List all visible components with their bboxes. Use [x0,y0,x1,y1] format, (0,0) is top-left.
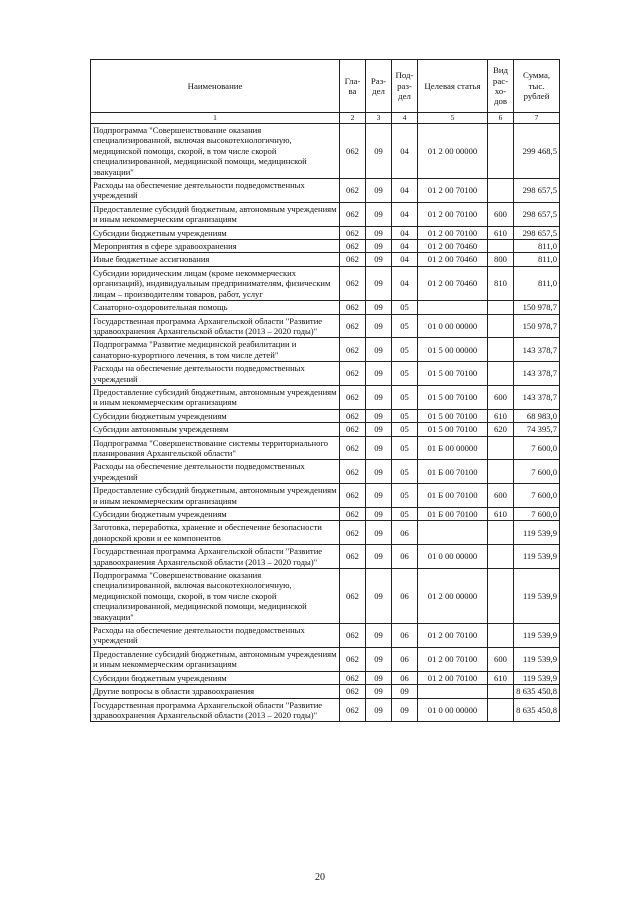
row-sum: 298 657,5 [514,179,560,203]
table-row [91,508,560,521]
row-razdel: 09 [366,671,392,684]
table-row [91,521,560,545]
row-razdel: 09 [366,338,392,362]
row-glava: 062 [340,569,366,624]
row-podrazdel: 04 [392,266,418,300]
row-glava: 062 [340,685,366,698]
row-podrazdel: 04 [392,226,418,239]
row-podrazdel: 04 [392,240,418,253]
row-expense-type [488,569,514,624]
row-razdel: 09 [366,423,392,436]
row-sum: 7 600,0 [514,508,560,521]
table-header-row [91,60,560,113]
table-row [91,301,560,314]
row-sum: 7 600,0 [514,460,560,484]
row-name: Подпрограмма "Совершенствование оказания специализированной, включая высокотехнологичную, медицинской помощи, скорой, в том числе скорой специализированной, медицинской помощи, медицинской эвакуации" [91,124,340,179]
row-target-article: 01 2 00 00000 [418,124,488,179]
column-number: 2 [340,113,366,124]
row-podrazdel: 06 [392,647,418,671]
row-target-article: 01 Б 00 70100 [418,460,488,484]
table-row [91,385,560,409]
header-razdel: Раз-дел [366,60,392,113]
row-sum: 150 978,7 [514,314,560,338]
table-row [91,484,560,508]
table-body [91,124,560,722]
row-expense-type [488,314,514,338]
row-razdel: 09 [366,385,392,409]
row-name: Субсидии юридическим лицам (кроме некоммерческих организаций), индивидуальным предпринимателям, физическим лицам – производителям товаров, работ, услуг [91,266,340,300]
row-expense-type [488,240,514,253]
row-sum: 299 468,5 [514,124,560,179]
row-expense-type [488,624,514,648]
row-podrazdel: 05 [392,301,418,314]
row-target-article: 01 Б 00 70100 [418,484,488,508]
table-row [91,569,560,624]
row-target-article: 01 5 00 70100 [418,423,488,436]
header-podrazdel: Под-раз-дел [392,60,418,113]
table-row [91,202,560,226]
row-target-article: 01 5 00 70100 [418,385,488,409]
row-glava: 062 [340,423,366,436]
row-sum: 298 657,5 [514,202,560,226]
row-razdel: 09 [366,362,392,386]
row-name: Расходы на обеспечение деятельности подведомственных учреждений [91,362,340,386]
row-podrazdel: 05 [392,314,418,338]
row-glava: 062 [340,179,366,203]
row-razdel: 09 [366,226,392,239]
row-razdel: 09 [366,698,392,722]
row-glava: 062 [340,647,366,671]
row-target-article [418,521,488,545]
row-target-article: 01 5 00 00000 [418,338,488,362]
row-expense-type [488,460,514,484]
row-sum: 298 657,5 [514,226,560,239]
row-glava: 062 [340,301,366,314]
row-sum: 7 600,0 [514,484,560,508]
row-name: Государственная программа Архангельской области "Развитие здравоохранения Архангельской области (2013 – 2020 годы)" [91,698,340,722]
row-target-article: 01 2 00 70100 [418,624,488,648]
row-target-article: 01 2 00 70460 [418,253,488,266]
row-expense-type: 810 [488,266,514,300]
row-name: Подпрограмма "Совершенствование системы территориального планирования Архангельской области" [91,436,340,460]
table-row [91,624,560,648]
row-name: Предоставление субсидий бюджетным, автономным учреждениям и иным некоммерческим организациям [91,484,340,508]
row-razdel: 09 [366,314,392,338]
row-expense-type [488,521,514,545]
row-glava: 062 [340,202,366,226]
table-row [91,671,560,684]
row-name: Расходы на обеспечение деятельности подведомственных учреждений [91,460,340,484]
row-razdel: 09 [366,624,392,648]
row-sum: 119 539,9 [514,545,560,569]
row-sum: 811,0 [514,240,560,253]
table-row [91,460,560,484]
row-glava: 062 [340,508,366,521]
table-row [91,338,560,362]
row-glava: 062 [340,624,366,648]
header-sum: Сумма, тыс. рублей [514,60,560,113]
row-name: Субсидии автономным учреждениям [91,423,340,436]
row-razdel: 09 [366,124,392,179]
row-name: Расходы на обеспечение деятельности подведомственных учреждений [91,624,340,648]
row-podrazdel: 05 [392,484,418,508]
row-name: Санаторно-оздоровительная помощь [91,301,340,314]
row-target-article: 01 2 00 70100 [418,671,488,684]
row-podrazdel: 05 [392,385,418,409]
row-razdel: 09 [366,569,392,624]
row-expense-type: 600 [488,484,514,508]
row-expense-type [488,436,514,460]
row-podrazdel: 05 [392,338,418,362]
row-sum: 143 378,7 [514,385,560,409]
table-row [91,436,560,460]
table-row [91,698,560,722]
row-sum: 119 539,9 [514,521,560,545]
table-row [91,240,560,253]
page-number: 20 [315,872,325,883]
row-expense-type [488,685,514,698]
row-target-article: 01 0 00 00000 [418,698,488,722]
table-row [91,545,560,569]
row-glava: 062 [340,484,366,508]
row-name: Государственная программа Архангельской области "Развитие здравоохранения Архангельской области (2013 – 2020 годы)" [91,545,340,569]
row-sum: 119 539,9 [514,569,560,624]
row-glava: 062 [340,314,366,338]
table-row [91,179,560,203]
row-sum: 811,0 [514,253,560,266]
row-name: Иные бюджетные ассигнования [91,253,340,266]
row-glava: 062 [340,521,366,545]
row-target-article: 01 2 00 70100 [418,179,488,203]
row-razdel: 09 [366,436,392,460]
table-row [91,362,560,386]
row-sum: 119 539,9 [514,624,560,648]
header-expense-type: Вид рас-хо-дов [488,60,514,113]
row-razdel: 09 [366,545,392,569]
row-target-article [418,685,488,698]
row-podrazdel: 05 [392,409,418,422]
row-podrazdel: 06 [392,624,418,648]
row-expense-type [488,301,514,314]
row-glava: 062 [340,698,366,722]
row-name: Подпрограмма "Развитие медицинской реабилитации и санаторно-курортного лечения, в том числе детей" [91,338,340,362]
row-razdel: 09 [366,508,392,521]
row-razdel: 09 [366,266,392,300]
row-glava: 062 [340,362,366,386]
column-number: 3 [366,113,392,124]
row-glava: 062 [340,460,366,484]
row-expense-type: 800 [488,253,514,266]
row-glava: 062 [340,226,366,239]
table-row [91,409,560,422]
row-razdel: 09 [366,647,392,671]
row-podrazdel: 09 [392,685,418,698]
row-target-article: 01 2 00 70100 [418,226,488,239]
row-name: Подпрограмма "Совершенствование оказания специализированной, включая высокотехнологичную, медицинской помощи, скорой, в том числе скорой специализированной, медицинской помощи, медицинской эвакуации" [91,569,340,624]
row-podrazdel: 05 [392,423,418,436]
table-row [91,266,560,300]
row-podrazdel: 06 [392,545,418,569]
row-target-article: 01 0 00 00000 [418,545,488,569]
row-sum: 74 395,7 [514,423,560,436]
row-expense-type [488,338,514,362]
row-expense-type: 600 [488,385,514,409]
row-name: Субсидии бюджетным учреждениям [91,508,340,521]
row-expense-type: 610 [488,671,514,684]
row-target-article: 01 2 00 70100 [418,647,488,671]
row-glava: 062 [340,240,366,253]
row-sum: 143 378,7 [514,338,560,362]
row-expense-type [488,124,514,179]
row-podrazdel: 05 [392,436,418,460]
row-glava: 062 [340,409,366,422]
column-number: 5 [418,113,488,124]
row-target-article: 01 2 00 70460 [418,240,488,253]
table-row [91,423,560,436]
row-name: Субсидии бюджетным учреждениям [91,409,340,422]
row-podrazdel: 05 [392,460,418,484]
row-name: Предоставление субсидий бюджетным, автономным учреждениям и иным некоммерческим организациям [91,647,340,671]
row-razdel: 09 [366,301,392,314]
row-sum: 119 539,9 [514,671,560,684]
row-target-article: 01 5 00 70100 [418,362,488,386]
row-sum: 68 983,0 [514,409,560,422]
row-sum: 143 378,7 [514,362,560,386]
row-target-article: 01 Б 00 00000 [418,436,488,460]
row-expense-type: 610 [488,409,514,422]
row-sum: 811,0 [514,266,560,300]
row-podrazdel: 06 [392,569,418,624]
row-target-article: 01 2 00 70460 [418,266,488,300]
row-sum: 150 978,7 [514,301,560,314]
row-glava: 062 [340,545,366,569]
row-expense-type: 610 [488,508,514,521]
row-expense-type: 620 [488,423,514,436]
header-target-article: Целевая статья [418,60,488,113]
row-podrazdel: 06 [392,521,418,545]
row-glava: 062 [340,253,366,266]
row-glava: 062 [340,436,366,460]
row-razdel: 09 [366,685,392,698]
row-expense-type [488,698,514,722]
row-expense-type [488,545,514,569]
row-expense-type: 600 [488,202,514,226]
row-sum: 119 539,9 [514,647,560,671]
row-target-article: 01 0 00 00000 [418,314,488,338]
header-name: Наименование [91,60,340,113]
table-row [91,124,560,179]
row-glava: 062 [340,266,366,300]
row-name: Расходы на обеспечение деятельности подведомственных учреждений [91,179,340,203]
row-target-article [418,301,488,314]
row-sum: 7 600,0 [514,436,560,460]
row-razdel: 09 [366,202,392,226]
row-name: Другие вопросы в области здравоохранения [91,685,340,698]
row-podrazdel: 06 [392,671,418,684]
column-number: 7 [514,113,560,124]
row-podrazdel: 05 [392,508,418,521]
row-target-article: 01 Б 00 70100 [418,508,488,521]
column-number: 1 [91,113,340,124]
row-razdel: 09 [366,253,392,266]
table-row [91,253,560,266]
row-target-article: 01 2 00 00000 [418,569,488,624]
column-number: 4 [392,113,418,124]
row-razdel: 09 [366,460,392,484]
table-row [91,226,560,239]
row-target-article: 01 2 00 70100 [418,202,488,226]
row-glava: 062 [340,124,366,179]
row-podrazdel: 04 [392,253,418,266]
row-expense-type [488,362,514,386]
row-name: Субсидии бюджетным учреждениям [91,671,340,684]
table-row [91,314,560,338]
table-row [91,647,560,671]
row-podrazdel: 04 [392,124,418,179]
row-glava: 062 [340,385,366,409]
row-name: Мероприятия в сфере здравоохранения [91,240,340,253]
header-glava: Гла-ва [340,60,366,113]
row-name: Заготовка, переработка, хранение и обеспечение безопасности донорской крови и ее компонентов [91,521,340,545]
table-row [91,685,560,698]
budget-table [90,59,560,722]
row-expense-type: 600 [488,647,514,671]
row-podrazdel: 04 [392,179,418,203]
column-number-row [91,113,560,124]
row-razdel: 09 [366,179,392,203]
row-name: Предоставление субсидий бюджетным, автономным учреждениям и иным некоммерческим организациям [91,385,340,409]
row-razdel: 09 [366,409,392,422]
row-target-article: 01 5 00 70100 [418,409,488,422]
row-podrazdel: 05 [392,362,418,386]
column-number: 6 [488,113,514,124]
row-razdel: 09 [366,240,392,253]
row-glava: 062 [340,338,366,362]
row-sum: 8 635 450,8 [514,698,560,722]
row-sum: 8 635 450,8 [514,685,560,698]
row-name: Субсидии бюджетным учреждениям [91,226,340,239]
row-podrazdel: 09 [392,698,418,722]
row-expense-type: 610 [488,226,514,239]
row-name: Предоставление субсидий бюджетным, автономным учреждениям и иным некоммерческим организациям [91,202,340,226]
row-podrazdel: 04 [392,202,418,226]
row-glava: 062 [340,671,366,684]
row-razdel: 09 [366,484,392,508]
row-name: Государственная программа Архангельской области "Развитие здравоохранения Архангельской области (2013 – 2020 годы)" [91,314,340,338]
row-expense-type [488,179,514,203]
row-razdel: 09 [366,521,392,545]
